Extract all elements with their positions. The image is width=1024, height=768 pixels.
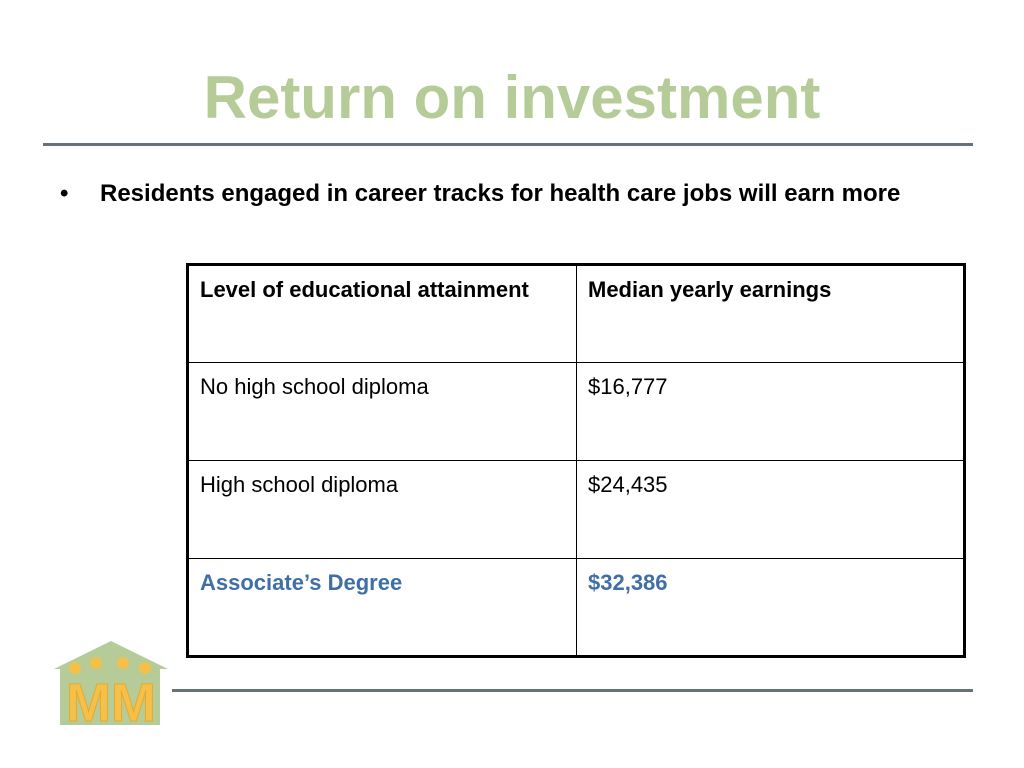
logo-letters: MM: [66, 673, 156, 727]
table-cell-education: No high school diploma: [188, 363, 577, 461]
header-education-level: Level of educational attainment: [188, 265, 577, 363]
slide-title: Return on investment: [203, 64, 821, 131]
bullet-item: Residents engaged in career tracks for health care jobs will earn more: [100, 180, 901, 207]
table-cell-earnings: $16,777: [577, 363, 965, 461]
table-cell-earnings: $32,386: [577, 559, 965, 657]
title-divider: [43, 143, 973, 146]
table-cell-earnings: $24,435: [577, 461, 965, 559]
house-people-logo-icon: [52, 639, 170, 727]
table-header-row: [188, 265, 965, 363]
header-median-earnings: Median yearly earnings: [577, 265, 965, 363]
table-row-highlight: [188, 559, 965, 657]
table-row: [188, 461, 965, 559]
bullet-marker: •: [60, 180, 69, 207]
table-cell-education: Associate’s Degree: [188, 559, 577, 657]
footer-divider: [172, 689, 973, 692]
table-cell-education: High school diploma: [188, 461, 577, 559]
table-row: [188, 363, 965, 461]
earnings-table: [186, 263, 966, 658]
